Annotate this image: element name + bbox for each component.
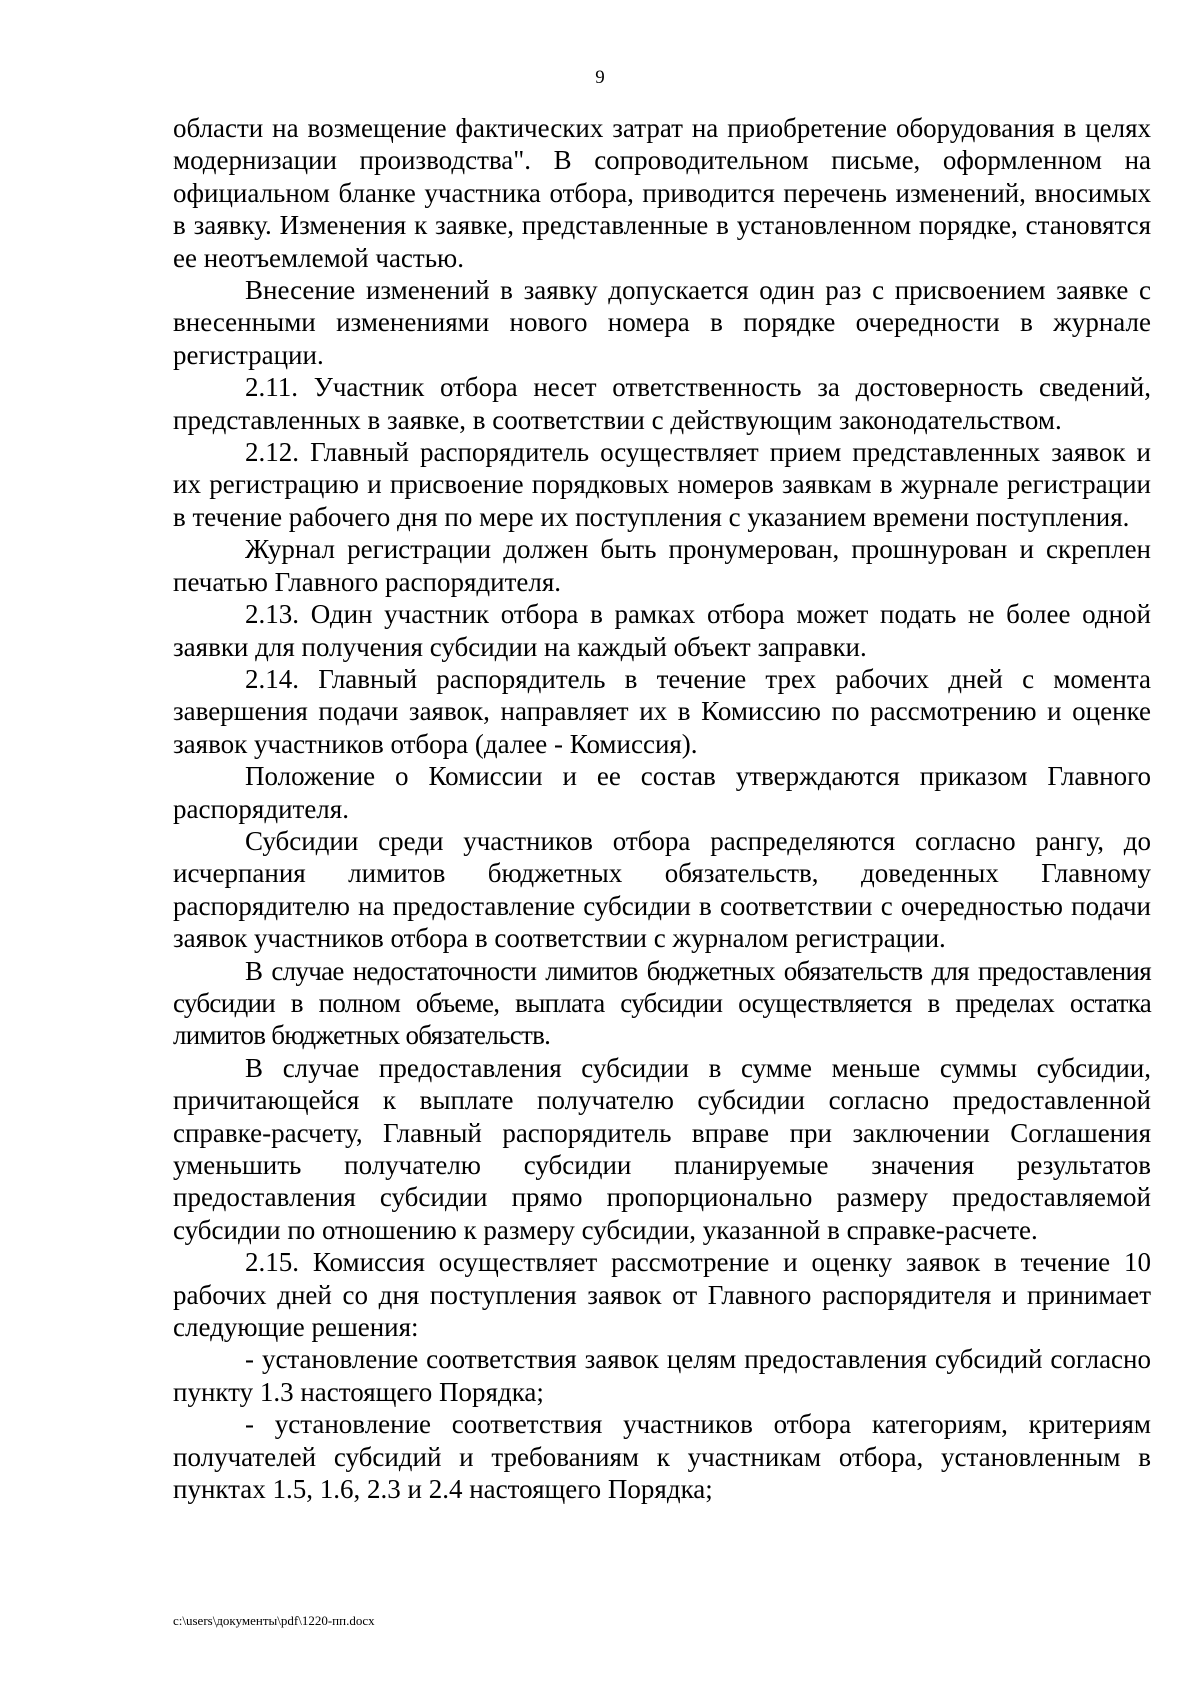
paragraph: Субсидии среди участников отбора распределяются согласно рангу, до исчерпания лимитов бюджетных обязательств, доведенных Главному распорядителю на предоставление субсидии в соответствии с очередностью подачи заявок участников отбора в соответствии с журналом регистрации.: [173, 825, 1151, 954]
paragraph: 2.11. Участник отбора несет ответственность за достоверность сведений, представленных в заявке, в соответствии с действующим законодательством.: [173, 372, 1151, 435]
paragraph: 2.14. Главный распорядитель в течение трех рабочих дней с момента завершения подачи заявок, направляет их в Комиссию по рассмотрению и оценке заявок участников отбора (далее - Комиссия).: [173, 663, 1151, 759]
footer-file-path: c:\users\документы\pdf\1220-пп.docx: [173, 1613, 375, 1628]
paragraph: 2.12. Главный распорядитель осуществляет прием представленных заявок и их регистрацию и присвоение порядковых номеров заявкам в журнале регистрации в течение рабочего дня по мере их поступления с указанием времени поступления.: [173, 437, 1151, 532]
page-number: 9: [595, 67, 605, 88]
paragraph: 2.13. Один участник отбора в рамках отбора может подать не более одной заявки для получения субсидии на каждый объект заправки.: [173, 599, 1151, 662]
paragraph: области на возмещение фактических затрат на приобретение оборудования в целях модернизации производства". В сопроводительном письме, оформленном на официальном бланке участника отбора, приводится перечень изменений, вносимых в заявку. Изменения к заявке, представленные в установленном порядке, становятся ее неотъемлемой частью.: [173, 113, 1151, 273]
list-item: - установление соответствия заявок целям предоставления субсидий согласно пункту 1.3 настоящего Порядка;: [173, 1344, 1151, 1407]
paragraph: В случае недостаточности лимитов бюджетных обязательств для предоставления субсидии в полном объеме, выплата субсидии осуществляется в пределах остатка лимитов бюджетных обязательств.: [173, 955, 1151, 1051]
document-body: [173, 112, 1151, 1505]
list-item: - установление соответствия участников отбора категориям, критериям получателей субсидий и требованиям к участникам отбора, установленным в пунктах 1.5, 1.6, 2.3 и 2.4 настоящего Порядка;: [173, 1409, 1151, 1505]
paragraph: В случае предоставления субсидии в сумме меньше суммы субсидии, причитающейся к выплате получателю субсидии согласно предоставленной справке-расчету, Главный распорядитель вправе при заключении Соглашения уменьшить получателю субсидии планируемые значения результатов предоставления субсидии прямо пропорционально размеру предоставляемой субсидии по отношению к размеру субсидии, указанной в справке-расчете.: [173, 1052, 1151, 1245]
paragraph: 2.15. Комиссия осуществляет рассмотрение и оценку заявок в течение 10 рабочих дней со дня поступления заявок от Главного распорядителя и принимает следующие решения:: [173, 1247, 1151, 1343]
paragraph: Журнал регистрации должен быть пронумерован, прошнурован и скреплен печатью Главного распорядителя.: [173, 534, 1151, 597]
paragraph: Положение о Комиссии и ее состав утверждаются приказом Главного распорядителя.: [173, 761, 1151, 824]
paragraph: Внесение изменений в заявку допускается один раз с присвоением заявке с внесенными изменениями нового номера в порядке очередности в журнале регистрации.: [173, 275, 1151, 370]
